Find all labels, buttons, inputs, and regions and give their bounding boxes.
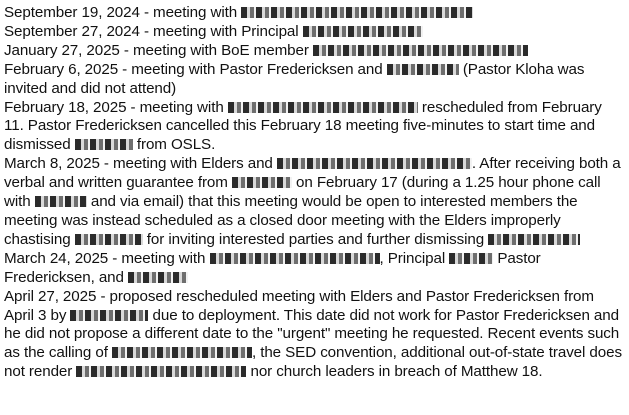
redacted-text: [75, 234, 143, 245]
entry-mar-8: March 8, 2025 - meeting with Elders and . After receiving both a verbal and written guarantee from on February 17 (during a 1.25 hour phone call with and via email) that this meeting would be open to interested members the meeting was instead scheduled as a closed door meeting with the Elders improperly chastising for inviting interested parties and further dismissing: [4, 155, 621, 248]
redacted-text: [70, 310, 148, 321]
entry-apr-27: April 27, 2025 - proposed rescheduled meeting with Elders and Pastor Fredericksen from April 3 by due to deployment. This date did not work for Pastor Fredericksen and he did not propose a different date to the "urgent" meeting he requested. Recent events such as the calling of , the SED convention, additional out-of-state travel does not render nor church leaders in breach of Matthew 18.: [4, 287, 622, 381]
redacted-text: [232, 177, 292, 188]
redacted-text: [76, 366, 246, 377]
entry-jan-27: January 27, 2025 - meeting with BoE member: [4, 42, 625, 61]
redacted-text: [303, 26, 423, 37]
entry-mar-24: March 24, 2025 - meeting with , Principal Pastor Fredericksen, and: [4, 249, 541, 286]
entry-sep-19: September 19, 2024 - meeting with: [4, 4, 625, 23]
redacted-text: [75, 139, 133, 150]
redacted-text: [277, 158, 472, 169]
redacted-text: [128, 272, 188, 283]
entry-feb-6: February 6, 2025 - meeting with Pastor Fredericksen and (Pastor Kloha was invited and did not attend): [4, 60, 585, 97]
redacted-text: [210, 253, 380, 264]
redacted-text: [241, 7, 473, 18]
redacted-text: [112, 347, 252, 358]
redacted-text: [488, 234, 580, 245]
redacted-text: [449, 253, 493, 264]
redacted-text: [387, 64, 459, 75]
redacted-text: [35, 196, 87, 207]
entry-sep-27: September 27, 2024 - meeting with Principal: [4, 23, 625, 42]
redacted-text: [228, 102, 418, 113]
entry-feb-18: February 18, 2025 - meeting with rescheduled from February 11. Pastor Fredericksen cancelled this February 18 meeting five-minutes to start time and dismissed from OSLS.: [4, 98, 602, 154]
redacted-text: [313, 45, 528, 56]
